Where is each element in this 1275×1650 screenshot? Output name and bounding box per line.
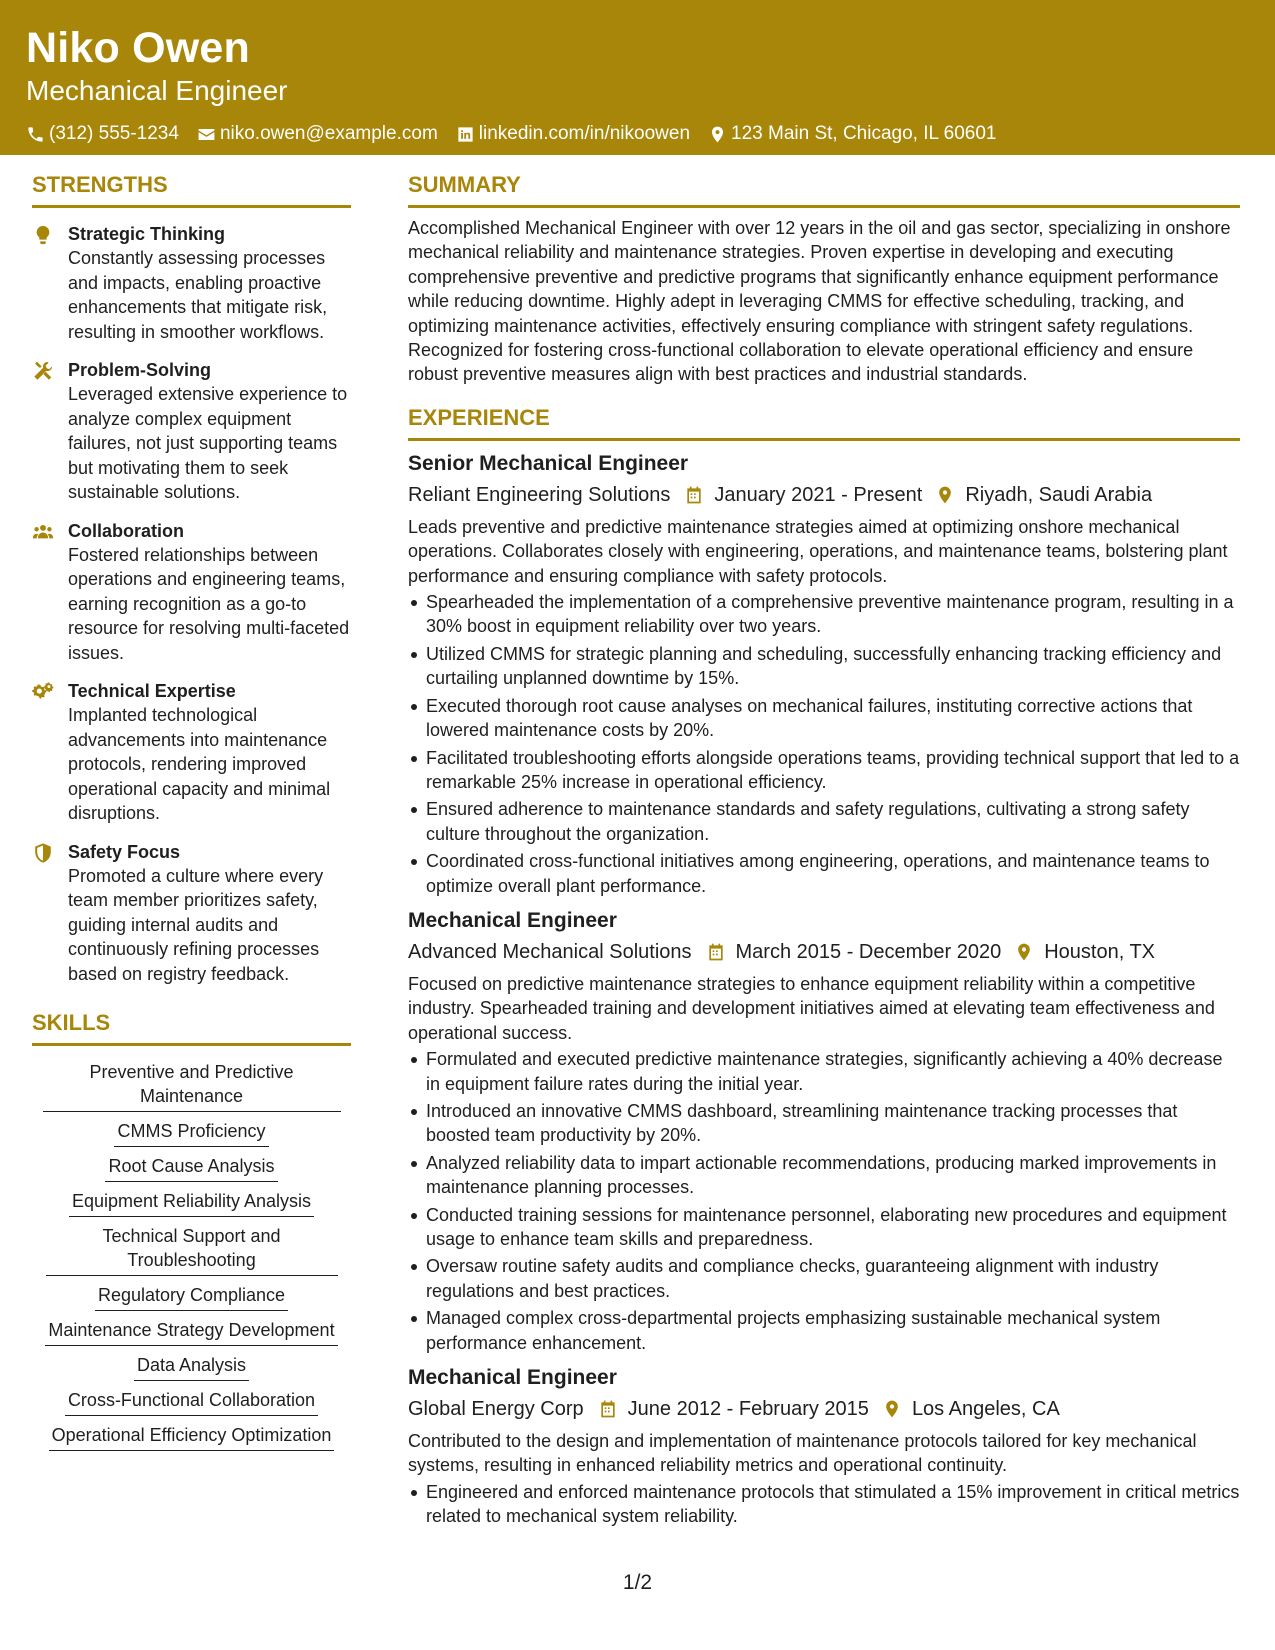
skill-item	[32, 1189, 351, 1217]
candidate-name: Niko Owen	[26, 24, 251, 72]
linkedin-icon	[456, 125, 475, 144]
job-description: Leads preventive and predictive maintenance strategies aimed at optimizing onshore mechanical operations. Collaborates closely with engineering, operations, and maintenance teams, bolstering plant performance and ensuring compliance with safety protocols.	[408, 516, 1228, 586]
phone-text: (312) 555-1234	[49, 123, 179, 144]
job-description: Contributed to the design and implementation of maintenance protocols tailored for key mechanical systems, resulting in enhanced reliability metrics and operational continuity.	[408, 1431, 1197, 1476]
calendar-icon	[598, 1399, 618, 1419]
skill-item	[32, 1060, 351, 1112]
bullet-item: Managed complex cross-departmental projects emphasizing sustainable mechanical system performance enhancement.	[408, 1306, 1240, 1355]
strength-name: Technical Expertise	[68, 681, 236, 701]
map-pin-icon	[1014, 942, 1034, 962]
map-pin-icon	[708, 125, 727, 144]
left-column	[32, 170, 351, 1451]
job-company: Reliant Engineering Solutions	[408, 483, 671, 506]
skill-item	[32, 1154, 351, 1182]
skill-item	[32, 1283, 351, 1311]
bullet-item: Coordinated cross-functional initiatives among engineering, operations, and maintenance teams to optimize overall plant performance.	[408, 849, 1240, 898]
strength-desc: Promoted a culture where every team member prioritizes safety, guiding internal audits and continuously refining processes based on registry feedback.	[68, 865, 324, 984]
job-location: Los Angeles, CA	[911, 1398, 1060, 1421]
contact-linkedin[interactable]	[456, 122, 690, 146]
bullet-item: Executed thorough root cause analyses on mechanical failures, instituting corrective actions that lowered maintenance costs by 20%.	[408, 694, 1240, 743]
job-dates: January 2021 - Present	[714, 483, 923, 506]
job-title: Mechanical Engineer	[408, 1366, 617, 1390]
skill-item	[32, 1423, 351, 1451]
bullet-item: Oversaw routine safety audits and compliance checks, guaranteeing alignment with industry regulations and best practices.	[408, 1254, 1240, 1303]
page-indicator: 1/2	[622, 1571, 653, 1594]
map-pin-icon	[882, 1399, 902, 1419]
skills-heading: SKILLS	[32, 1008, 351, 1046]
job-title: Mechanical Engineer	[408, 908, 617, 932]
skill-item	[32, 1318, 351, 1346]
bullet-item: Ensured adherence to maintenance standards and safety regulations, cultivating a strong safety culture throughout the organization.	[408, 797, 1240, 846]
skill-label: Preventive and Predictive Maintenance	[43, 1060, 341, 1112]
job-dates: March 2015 - December 2020	[735, 940, 1002, 963]
skill-label: Operational Efficiency Optimization	[49, 1423, 335, 1451]
job-company: Advanced Mechanical Solutions	[408, 940, 692, 963]
users-icon	[32, 521, 54, 543]
skill-label: Maintenance Strategy Development	[45, 1318, 337, 1346]
summary-heading: SUMMARY	[408, 170, 1240, 208]
linkedin-text: linkedin.com/in/nikoowen	[478, 123, 691, 144]
strength-item	[32, 519, 351, 666]
job-meta	[408, 1394, 1240, 1424]
skills-list	[32, 1060, 351, 1451]
skill-item	[32, 1388, 351, 1416]
bullet-item: Introduced an innovative CMMS dashboard, streamlining maintenance tracking processes that boosted team productivity by 20%.	[408, 1099, 1240, 1148]
strength-item	[32, 840, 351, 987]
tools-icon	[32, 360, 54, 382]
strength-desc: Implanted technological advancements into maintenance protocols, rendering improved operational capacity and minimal disruptions.	[68, 705, 331, 823]
skill-label: Regulatory Compliance	[95, 1283, 288, 1311]
skill-item	[32, 1119, 351, 1147]
bullet-item: Spearheaded the implementation of a comprehensive preventive maintenance program, resulting in a 30% boost in equipment reliability over two years.	[408, 590, 1240, 639]
job-entry	[408, 906, 1240, 1355]
candidate-title: Mechanical Engineer	[26, 75, 288, 106]
contact-address	[708, 122, 996, 146]
job-meta	[408, 937, 1240, 967]
job-entry	[408, 449, 1240, 898]
job-company: Global Energy Corp	[408, 1398, 584, 1421]
job-title: Senior Mechanical Engineer	[408, 451, 689, 475]
strength-desc: Constantly assessing processes and impacts, enabling proactive enhancements that mitigate risk, resulting in smoother workflows.	[68, 248, 328, 342]
bullet-item: Facilitated troubleshooting efforts alongside operations teams, providing technical support that led to a remarkable 25% increase in operational efficiency.	[408, 746, 1240, 795]
job-location: Riyadh, Saudi Arabia	[965, 483, 1153, 506]
skill-item	[32, 1224, 351, 1276]
strength-name: Safety Focus	[68, 841, 181, 862]
bullet-item: Formulated and executed predictive maintenance strategies, significantly achieving a 40% decrease in equipment failure rates during the initial year.	[408, 1047, 1240, 1096]
strengths-heading: STRENGTHS	[32, 170, 351, 208]
strength-item	[32, 358, 351, 505]
calendar-icon	[706, 942, 726, 962]
job-bullets	[408, 1480, 1240, 1529]
bullet-item: Analyzed reliability data to impart actionable recommendations, producing marked improvements in maintenance planning processes.	[408, 1151, 1240, 1200]
resume-header	[0, 0, 1275, 155]
strength-name: Collaboration	[68, 520, 184, 541]
job-meta	[408, 480, 1240, 510]
map-pin-icon	[935, 485, 955, 505]
job-bullets	[408, 1047, 1240, 1355]
experience-heading: EXPERIENCE	[408, 403, 1240, 441]
contact-email[interactable]	[197, 122, 438, 146]
job-dates: June 2012 - February 2015	[627, 1398, 869, 1421]
job-description: Focused on predictive maintenance strategies to enhance equipment reliability within a competitive industry. Spearheaded training and development initiatives aimed at elevating team effectiveness and operational success.	[408, 973, 1215, 1043]
gears-icon	[32, 681, 54, 703]
skill-label: Technical Support and Troubleshooting	[46, 1224, 338, 1276]
bullet-item: Conducted training sessions for maintenance personnel, elaborating new procedures and equipment usage to enhance team skills and preparedness.	[408, 1203, 1240, 1252]
strength-item	[32, 679, 351, 826]
email-text: niko.owen@example.com	[219, 123, 438, 144]
skill-label: Data Analysis	[134, 1353, 249, 1381]
phone-icon	[26, 125, 45, 144]
strength-name: Problem-Solving	[68, 360, 212, 380]
contact-bar	[26, 122, 1275, 146]
bullet-item: Utilized CMMS for strategic planning and scheduling, successfully enhancing tracking efficiency and curtailing unplanned downtime by 15%.	[408, 642, 1240, 691]
job-entry	[408, 1363, 1240, 1529]
address-text: 123 Main St, Chicago, IL 60601	[731, 123, 997, 144]
bullet-item: Engineered and enforced maintenance protocols that stimulated a 15% improvement in critical metrics related to mechanical system reliability.	[408, 1480, 1240, 1529]
summary-text: Accomplished Mechanical Engineer with over 12 years in the oil and gas sector, specializing in onshore mechanical reliability and maintenance strategies. Proven expertise in developing and executing comprehensive preventive and predictive programs that significantly enhance equipment performance while reducing downtime. Highly adept in leveraging CMMS for effective scheduling, tracking, and optimizing maintenance activities, effectively ensuring compliance with stringent safety regulations. Recognized for fostering cross-functional collaboration to elevate operational efficiency and ensure robust preventive measures align with best practices and industrial standards.	[408, 218, 1231, 385]
skill-label: Cross-Functional Collaboration	[65, 1388, 318, 1416]
skill-item	[32, 1353, 351, 1381]
right-column	[408, 170, 1240, 1532]
shield-icon	[32, 842, 54, 864]
job-bullets	[408, 590, 1240, 898]
skill-label: Root Cause Analysis	[105, 1154, 277, 1182]
lightbulb-icon	[32, 224, 54, 246]
contact-phone[interactable]	[26, 122, 179, 146]
strength-name: Strategic Thinking	[68, 224, 226, 244]
job-location: Houston, TX	[1044, 940, 1156, 963]
calendar-icon	[684, 485, 704, 505]
strength-desc: Leveraged extensive experience to analyze complex equipment failures, not just supporting teams but motivating them to seek sustainable solutions.	[68, 384, 348, 502]
strength-desc: Fostered relationships between operations and engineering teams, earning recognition as a go-to resource for resolving multi-faceted issues.	[68, 544, 350, 663]
envelope-icon	[197, 125, 216, 144]
skill-label: CMMS Proficiency	[114, 1119, 268, 1147]
strength-item	[32, 222, 351, 344]
skill-label: Equipment Reliability Analysis	[69, 1189, 314, 1217]
